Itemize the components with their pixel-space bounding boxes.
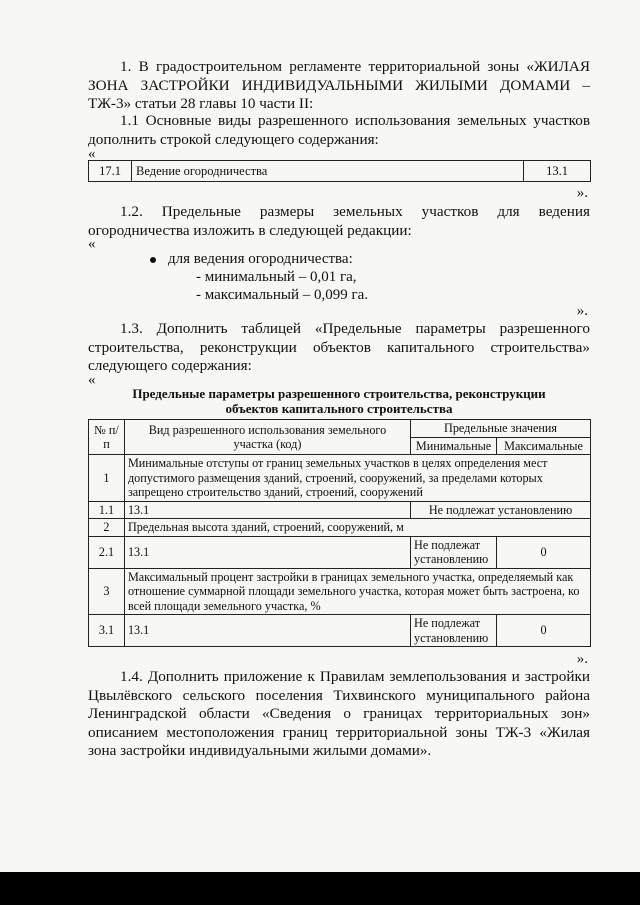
row-code: 13.1 xyxy=(124,501,410,519)
table-row xyxy=(89,536,591,568)
row-max: 0 xyxy=(497,536,591,568)
row-code: 13.1 xyxy=(124,536,410,568)
paragraph-1-4: 1.4. Дополнить приложение к Правилам землепользования и застройки Цвылёвского сельского поселения Тихвинского муниципального района Ленинградской области «Сведения о границах территориальных зон» описанием местоположения границ территориальной зоны ТЖ-3 «Жилая зона застройки индивидуальными жилыми домами». xyxy=(88,668,590,759)
bullet-item xyxy=(150,250,353,269)
bullet-head: для ведения огородничества: xyxy=(168,251,353,267)
row-num: 3 xyxy=(89,568,125,615)
table-cell-num: 17.1 xyxy=(89,161,132,182)
close-quote-2: ». xyxy=(576,303,588,319)
table-cell-code: 13.1 xyxy=(524,161,591,182)
open-quote-2: « xyxy=(88,236,96,252)
row-code: 13.1 xyxy=(124,615,410,647)
paragraph-1-1: 1.1 Основные виды разрешенного использования земельных участков дополнить строкой следующего содержания: xyxy=(88,112,590,148)
header-limits: Предельные значения xyxy=(411,420,591,438)
row-num: 1.1 xyxy=(89,501,125,519)
row-min: Не подлежат установлению xyxy=(411,536,497,568)
row-max: 0 xyxy=(497,615,591,647)
table-caption xyxy=(88,386,590,416)
table-row xyxy=(89,615,591,647)
scan-bottom-border xyxy=(0,872,640,905)
row-text: Минимальные отступы от границ земельных участков в целях определения мест допустимого размещения зданий, строений, сооружений, за пределами которых запрещено строительство зданий, строений, сооружений xyxy=(124,455,590,502)
header-use: Вид разрешенного использования земельного участка (код) xyxy=(124,420,410,455)
bullet-max: - максимальный – 0,099 га. xyxy=(196,287,369,303)
row-num: 2 xyxy=(89,519,125,537)
row-num: 3.1 xyxy=(89,615,125,647)
row-num: 1 xyxy=(89,455,125,502)
paragraph-1-3: 1.3. Дополнить таблицей «Предельные параметры разрешенного строительства, реконструкции объектов капитального строительства» следующего содержания: xyxy=(88,320,590,374)
table-row xyxy=(89,455,591,502)
bullet-dot-icon xyxy=(150,257,156,263)
header-max: Максимальные xyxy=(497,437,591,455)
header-min: Минимальные xyxy=(411,437,497,455)
parameters-table xyxy=(88,419,591,647)
table-caption-line-2: объектов капитального строительства xyxy=(225,401,453,416)
table-row xyxy=(89,501,591,519)
header-num: № п/п xyxy=(89,420,125,455)
row-num: 2.1 xyxy=(89,536,125,568)
open-quote-3: « xyxy=(88,372,96,388)
paragraph-1-2: 1.2. Предельные размеры земельных участков для ведения огородничества изложить в следующей редакции: xyxy=(88,203,590,239)
row-text: Предельная высота зданий, строений, сооружений, м xyxy=(124,519,590,537)
open-quote-1: « xyxy=(88,146,96,162)
table-row xyxy=(89,161,591,182)
table-caption-line-1: Предельные параметры разрешенного строительства, реконструкции xyxy=(132,386,546,401)
table-row xyxy=(89,519,591,537)
row-value: Не подлежат установлению xyxy=(411,501,591,519)
close-quote-3: ». xyxy=(576,651,588,667)
close-quote-1: ». xyxy=(576,185,588,201)
table-row xyxy=(89,568,591,615)
uses-table xyxy=(88,160,591,182)
bullet-min: - минимальный – 0,01 га, xyxy=(196,269,357,285)
paragraph-1: 1. В градостроительном регламенте территориальной зоны «ЖИЛАЯ ЗОНА ЗАСТРОЙКИ ИНДИВИДУАЛЬНЫМИ ЖИЛЫМИ ДОМАМИ – ТЖ-3» статьи 28 главы 10 части II: xyxy=(88,58,590,112)
row-min: Не подлежат установлению xyxy=(411,615,497,647)
row-text: Максимальный процент застройки в границах земельного участка, определяемый как отношение суммарной площади земельного участка, которая может быть застроена, ко всей площади земельного участка, % xyxy=(124,568,590,615)
table-header-row xyxy=(89,420,591,438)
table-cell-name: Ведение огородничества xyxy=(132,161,524,182)
